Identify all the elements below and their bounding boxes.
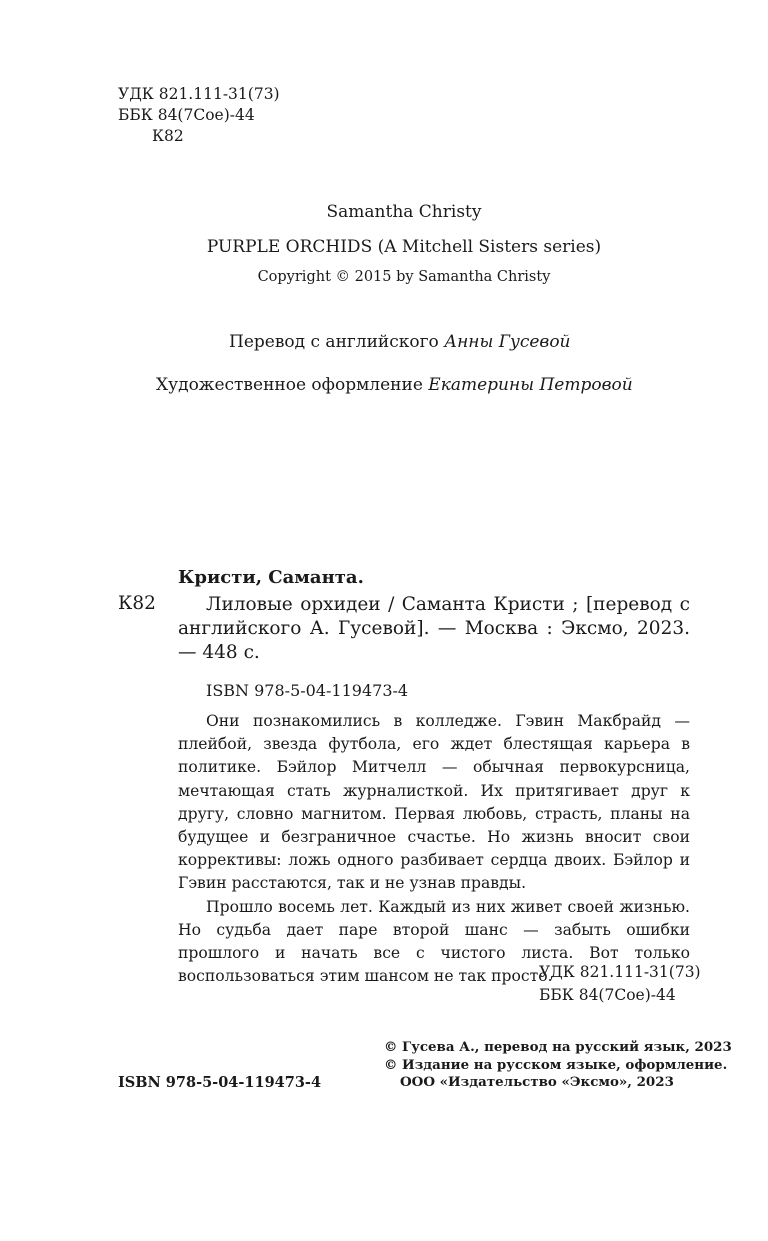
- translator-name: Анны Гусевой: [444, 332, 571, 352]
- annotation-paragraph-1: Они познакомились в колледже. Гэвин Макбрайд — плейбой, звезда футбола, его ждет блестящая карьера в политике. Бэйлор Митчелл — обычная первокурсница, мечтающая стать журналисткой. Их притягивает друг к другу, словно магнитом. Первая любовь, страсть, планы на будущее и безграничное счастье. Но жизнь вносит свои коррективы: ложь одного разбивает сердца двоих. Бэйлор и Гэвин расстаются, так и не узнав правды.: [178, 712, 690, 893]
- original-copyright: Copyright © 2015 by Samantha Christy: [257, 269, 551, 285]
- original-author: Samantha Christy: [326, 202, 482, 222]
- copyright-notices: [384, 1039, 732, 1092]
- bbk-code: ББК 84(7Сое)-44: [118, 106, 255, 124]
- copyright-edition: © Издание на русском языке, оформление.: [384, 1056, 728, 1073]
- annotation: [178, 710, 690, 988]
- translation-credit: [229, 332, 571, 352]
- udk-code: УДК 821.111-31(73): [118, 85, 280, 103]
- footer-isbn: ISBN 978-5-04-119473-4: [118, 1074, 322, 1091]
- annotation-codes: [539, 961, 701, 1007]
- bibliographic-record: [178, 567, 690, 665]
- author-mark: К82: [152, 127, 184, 145]
- translation-label: Перевод с английского: [229, 332, 439, 352]
- bib-heading: Кристи, Саманта.: [178, 567, 364, 588]
- annotation-bbk: ББК 84(7Сое)-44: [539, 986, 676, 1004]
- copyright-translation: © Гусева А., перевод на русский язык, 2023: [384, 1039, 732, 1055]
- annotation-paragraph-2: Прошло восемь лет. Каждый из них живет своей жизнью. Но судьба дает паре второй шанс — забыть ошибки прошлого и начать все с чистого листа. Вот только воспользоваться этим шансом не так просто.: [178, 897, 690, 986]
- bib-author-mark: К82: [118, 593, 156, 614]
- copyright-publisher: ООО «Издательство «Эксмо», 2023: [400, 1074, 674, 1090]
- design-credit: [156, 375, 633, 395]
- designer-name: Екатерины Петровой: [428, 375, 633, 395]
- bib-description: Лиловые орхидеи / Саманта Кристи ; [перевод с английского А. Гусевой]. — Москва : Эксмо, 2023. — 448 с.: [178, 594, 690, 663]
- annotation-udk: УДК 821.111-31(73): [539, 963, 701, 981]
- design-label: Художественное оформление: [156, 375, 423, 395]
- original-title: PURPLE ORCHIDS (A Mitchell Sisters series): [206, 237, 602, 257]
- bib-isbn: ISBN 978-5-04-119473-4: [206, 681, 409, 700]
